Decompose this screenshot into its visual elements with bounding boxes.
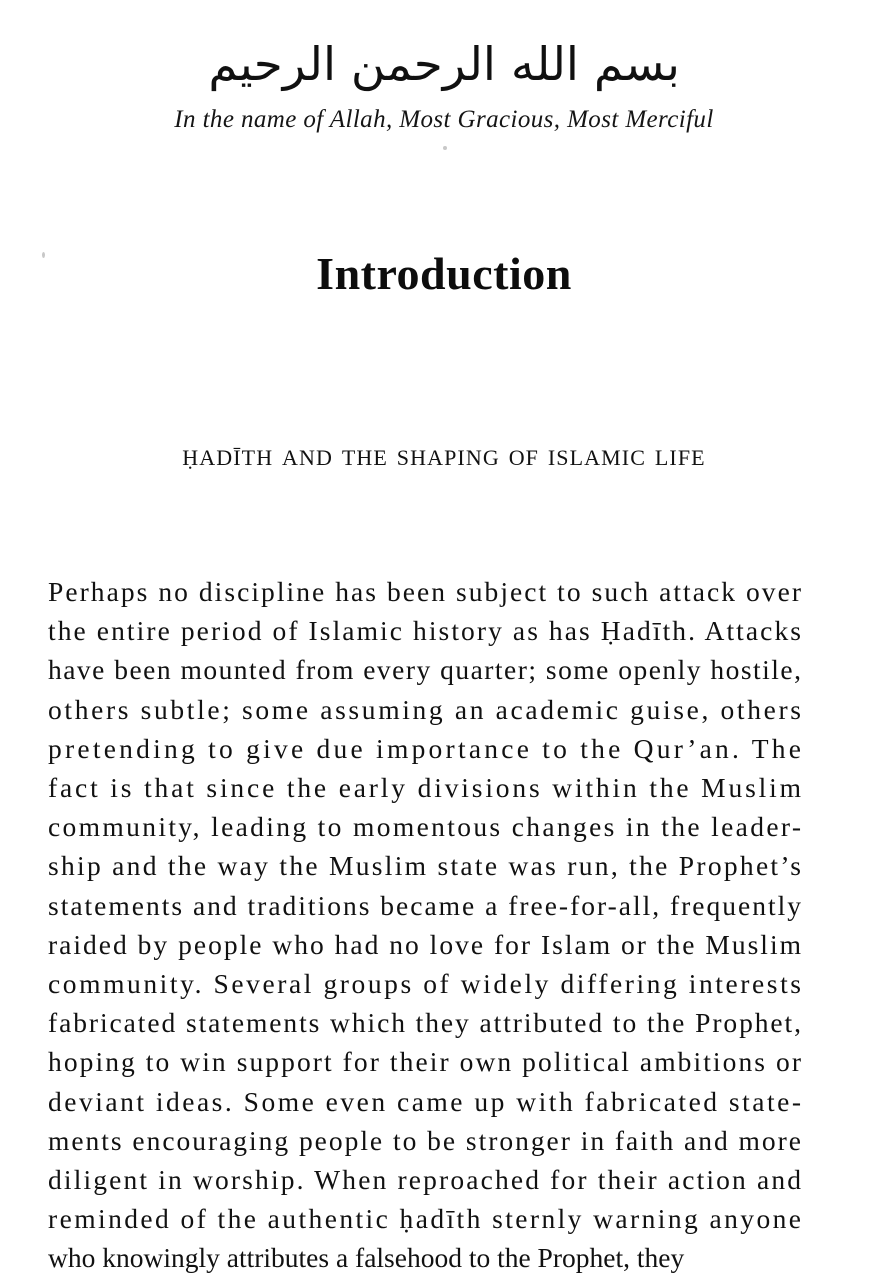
text-line: who knowingly attributes a falsehood to the Prophet, they (48, 1242, 685, 1274)
scan-speck (42, 252, 45, 258)
text-line: pretending to give due importance to the Qur’an. The (48, 732, 805, 764)
page-title: Introduction (316, 248, 572, 299)
scan-speck (443, 146, 447, 150)
text-line: community, leading to momentous changes in the leader- (48, 811, 804, 843)
text-line: fabricated statements which they attributed to the Prophet, (48, 1007, 803, 1039)
text-line: have been mounted from every quarter; some openly hostile, (48, 654, 803, 686)
section-heading: ḥadīth and the shaping of islamic life (182, 437, 706, 472)
text-line: others subtle; some assuming an academic guise, others (48, 693, 804, 725)
text-line: community. Several groups of widely differing interests (48, 968, 804, 1000)
text-line: deviant ideas. Some even came up with fabricated state- (48, 1085, 804, 1117)
text-line: raided by people who had no love for Islam or the Muslim (48, 928, 804, 960)
text-line: Perhaps no discipline has been subject to such attack over (48, 576, 804, 607)
body-text-block (48, 572, 805, 1278)
text-line: ments encouraging people to be stronger in faith and more (48, 1124, 803, 1156)
text-line: the entire period of Islamic history as has Ḥadīth. Attacks (48, 615, 804, 647)
text-line: statements and traditions became a free-for-all, frequently (48, 889, 803, 921)
text-line: hoping to win support for their own political ambitions or (48, 1046, 804, 1078)
body-paragraph (48, 572, 805, 1278)
text-line: reminded of the authentic ḥadīth sternly warning anyone (48, 1203, 804, 1235)
basmala-calligraphy-block (0, 36, 888, 94)
text-line: fact is that since the early divisions within the Muslim (48, 772, 804, 804)
text-line: diligent in worship. When reproached for their action and (48, 1164, 804, 1196)
text-line: ship and the way the Muslim state was run, the Prophet’s (48, 850, 804, 882)
basmala-translation: In the name of Allah, Most Gracious, Most Merciful (174, 106, 714, 133)
basmala-arabic-calligraphy: بسم الله الرحمن الرحيم (208, 37, 680, 91)
scan-speck (334, 1108, 337, 1111)
